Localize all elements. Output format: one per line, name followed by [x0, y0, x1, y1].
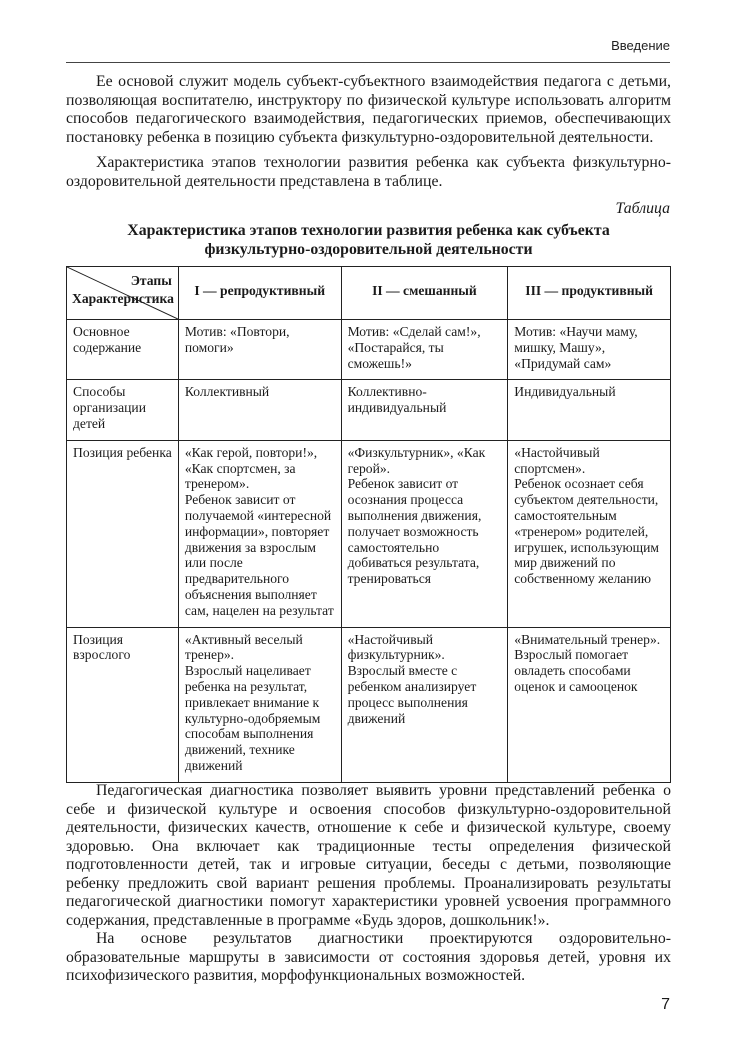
table-row — [67, 380, 671, 440]
table-header-row — [67, 267, 671, 320]
cell-text: Взрослый нацеливает ребенка на результат, привлекает внимание к культурно-одобряемым способам выполнения движений, технике движений — [184, 663, 321, 773]
table-cell — [178, 320, 341, 380]
cell-text: Мотив: «Повтори, помоги» — [184, 324, 290, 355]
corner-label-characteristic: Характеристика — [72, 291, 174, 306]
cell-text: Ребенок зависит от получаемой «интересной информации», повторяет движения за взрослым или после предварительного объяснения выполняет сам, нацелен на результат — [184, 492, 334, 618]
corner-label-stages: Этапы — [130, 273, 172, 288]
cell-text: «Настойчивый спортсмен». — [514, 444, 600, 476]
table-title — [66, 222, 671, 259]
cell-text: «Активный веселый тренер». — [184, 631, 303, 663]
table-cell — [508, 440, 671, 627]
page-number: 7 — [661, 996, 670, 1013]
paragraph-2: Характеристика этапов технологии развития ребенка как субъекта физкультурно-оздоровительной деятельности представлена в таблице. — [66, 154, 671, 190]
column-header-3: III — продуктивный — [508, 267, 671, 320]
paragraph-1: Ее основой служит модель субъект-субъектного взаимодействия педагога с детьми, позволяющая воспитателю, инструктору по физической культуре использовать алгоритм способов педагогического взаимодействия, педагогических приемов, обеспечивающих постановку ребенка в позицию субъекта физкультурно-оздоровительной деятельности. — [66, 73, 671, 146]
paragraph-4: На основе результатов диагностики проектируются оздоровительно-образовательные маршруты в зависимости от состояния здоровья детей, уровня их психофизического развития, морфофункциональных возможностей. — [66, 930, 671, 984]
table-row — [67, 440, 671, 627]
table-cell — [178, 440, 341, 627]
cell-text: Коллективно-индивидуальный — [347, 384, 447, 416]
table-row — [67, 627, 671, 782]
table-cell — [178, 380, 341, 440]
column-header-2: II — смешанный — [341, 267, 508, 320]
cell-text: «Как герой, повтори!», «Как спортсмен, за тренером». — [184, 444, 318, 492]
table-title-line-2: физкультурно-оздоровительной деятельности — [204, 240, 533, 258]
cell-text: «Физкультурник», «Как герой». — [347, 444, 486, 476]
cell-text: Коллективный — [184, 384, 270, 400]
table-title-line-1: Характеристика этапов технологии развития ребенка как субъекта — [127, 222, 610, 239]
cell-text: «Внимательный тренер». — [514, 631, 661, 647]
table-row — [67, 320, 671, 380]
table-cell — [341, 380, 508, 440]
cell-text: Взрослый вместе с ребенком анализирует процесс выполнения движений — [347, 663, 477, 726]
running-header: Введение — [611, 38, 670, 53]
table-cell — [341, 440, 508, 627]
table-cell — [341, 627, 508, 782]
paragraph-3: Педагогическая диагностика позволяет выявить уровни представлений ребенка о себе и физической культуре и освоения способов физкультурно-оздоровительной деятельности, физических качеств, отношение к себе и физической культуре, своему здоровью. Она включает как традиционные тесты определения физической подготовленности детей, так и игровые ситуации, беседы с детьми, позволяющие ребенку предложить свой вариант решения проблемы. Проанализировать результаты педагогической диагностики помогут характеристики уровней усвоения программного содержания, представленные в программе «Будь здоров, дошкольник!». — [66, 782, 671, 929]
header-divider — [66, 62, 670, 63]
row-label: Способы организации детей — [67, 380, 179, 440]
row-label: Позиция ребенка — [67, 440, 179, 627]
cell-text: Мотив: «Научи маму, мишку, Машу», «Придумай сам» — [514, 324, 638, 371]
cell-text: Взрослый помогает овладеть способами оценок и самооценок — [514, 647, 638, 694]
cell-text: Ребенок зависит от осознания процесса выполнения движения, получает возможность самостоятельно добиваться результата, тренироваться — [347, 476, 482, 587]
table-cell — [508, 627, 671, 782]
column-header-1: I — репродуктивный — [178, 267, 341, 320]
cell-text: Мотив: «Сделай сам!», «Постарайся, ты сможешь!» — [347, 324, 481, 371]
table-cell — [508, 320, 671, 380]
table-cell — [341, 320, 508, 380]
row-label: Основное содержание — [67, 320, 179, 380]
stages-table — [66, 266, 671, 783]
cell-text: Индивидуальный — [514, 384, 616, 400]
cell-text: «Настойчивый физкультурник». — [347, 631, 445, 663]
table-label: Таблица — [615, 200, 670, 217]
row-label: Позиция взрослого — [67, 627, 179, 782]
table-cell — [178, 627, 341, 782]
table-cell — [508, 380, 671, 440]
cell-text: Ребенок осознает себя субъектом деятельности, самостоятельным «тренером» родителей, игрушек, использующим мир движений по собственному желанию — [514, 476, 659, 587]
corner-cell — [67, 267, 179, 320]
